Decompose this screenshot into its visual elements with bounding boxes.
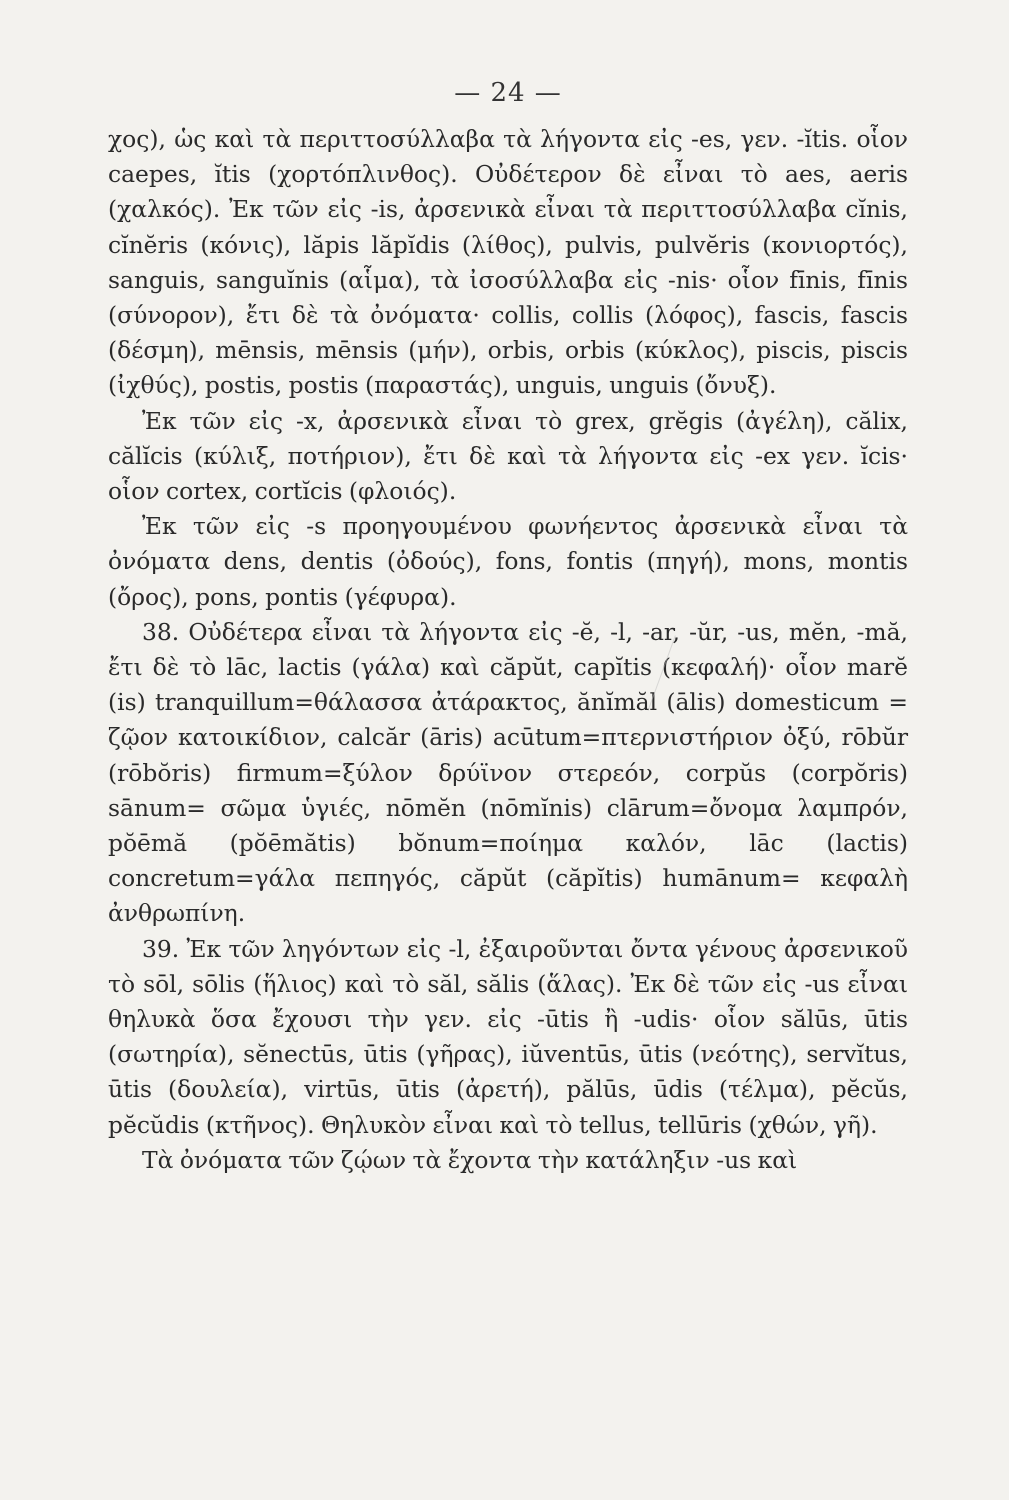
paragraph-s-endings: Ἐκ τῶν εἰς -s προηγουμένου φωνήεντος ἀρσενικὰ εἶναι τὰ ὀνόματα dens, dentis (ὀδούς), fons, fontis (πηγή), mons, montis (ὄρος), pons, pontis (γέφυρα). — [108, 512, 908, 611]
page-number: — 24 — — [454, 78, 562, 108]
paragraph-section-39: 39. Ἐκ τῶν ληγόντων εἰς -l, ἐξαιροῦνται ὄντα γένους ἀρσενικοῦ τὸ sōl, sōlis (ἥλιος) καὶ τὸ săl, sălis (ἅλας). Ἐκ δὲ τῶν εἰς -us εἶναι θηλυκὰ ὅσα ἔχουσι τὴν γεν. εἰς -ūtis ἢ -udis· οἷον sălūs, ūtis (σωτηρία), sĕnectūs, ūtis (γῆρας), iŭventūs, ūtis (νεότης), servĭtus, ūtis (δουλεία), virtūs, ūtis (ἀρετή), pălūs, ūdis (τέλμα), pĕcŭs, pĕcŭdis (κτῆνος). Θηλυκὸν εἶναι καὶ τὸ tellus, tellūris (χθών, γῆ). — [108, 934, 908, 1139]
paragraph-continued: χος), ὡς καὶ τὰ περιττοσύλλαβα τὰ λήγοντα εἰς -es, γεν. -ĭtis. οἷον caepes, ĭtis (χορτόπλινθος). Οὐδέτερον δὲ εἶναι τὸ aes, aeris (χαλκός). Ἐκ τῶν εἰς -is, ἀρσενικὰ εἶναι τὰ περιττοσύλλαβα cĭnis, cĭnĕris (κόνις), lăpis lăpĭdis (λίθος), pulvis, pulvĕris (κονιορτός), sanguis, sanguĭnis (αἷμα), τὰ ἰσοσύλλαβα εἰς -nis· οἷον fīnis, fīnis (σύνορον), ἔτι δὲ τὰ ὀνόματα· collis, collis (λόφος), fascis, fascis (δέσμη), mēnsis, mēnsis (μήν), orbis, orbis (κύκλος), piscis, piscis (ἰχθύς), postis, postis (παραστάς), unguis, unguis (ὄνυξ). — [108, 125, 908, 400]
page-content — [108, 78, 908, 1178]
paragraph-section-38: 38. Οὐδέτερα εἶναι τὰ λήγοντα εἰς -ĕ, -l, -ar, -ŭr, -us, mĕn, -mă, ἔτι δὲ τὸ lāc, lactis (γάλα) καὶ căpŭt, capĭtis (κεφαλή)· οἷον marĕ (is) tranquillum=θάλασσα ἀτάρακτος, ănĭmăl (ālis) domesticum = ζῷον κατοικίδιον, calcăr (āris) acūtum=πτερνιστήριον ὀξύ, rōbŭr (rōbŏris) firmum=ξύλον δρύϊνον στερεόν, corpŭs (corpŏris) sānum= σῶμα ὑγιές, nōmĕn (nōmĭnis) clārum=ὄνομα λαμπρόν, pŏēmă (pŏēmătis) bŏnum=ποίημα καλόν, lāc (lactis) concretum=γάλα πεπηγός, căpŭt (căpĭtis) humānum= κεφαλὴ ἀνθρωπίνη. — [108, 617, 908, 928]
paragraph-x-endings: Ἐκ τῶν εἰς -x, ἀρσενικὰ εἶναι τὸ grex, grĕgis (ἀγέλη), călix, călĭcis (κύλιξ, ποτήριον), ἔτι δὲ καὶ τὰ λήγοντα εἰς -ex γεν. ĭcis· οἷον cortex, cortĭcis (φλοιός). — [108, 406, 908, 506]
paragraph-animal-names: Τὰ ὀνόματα τῶν ζῴων τὰ ἔχοντα τὴν κατάληξιν -us καὶ — [142, 1145, 798, 1174]
